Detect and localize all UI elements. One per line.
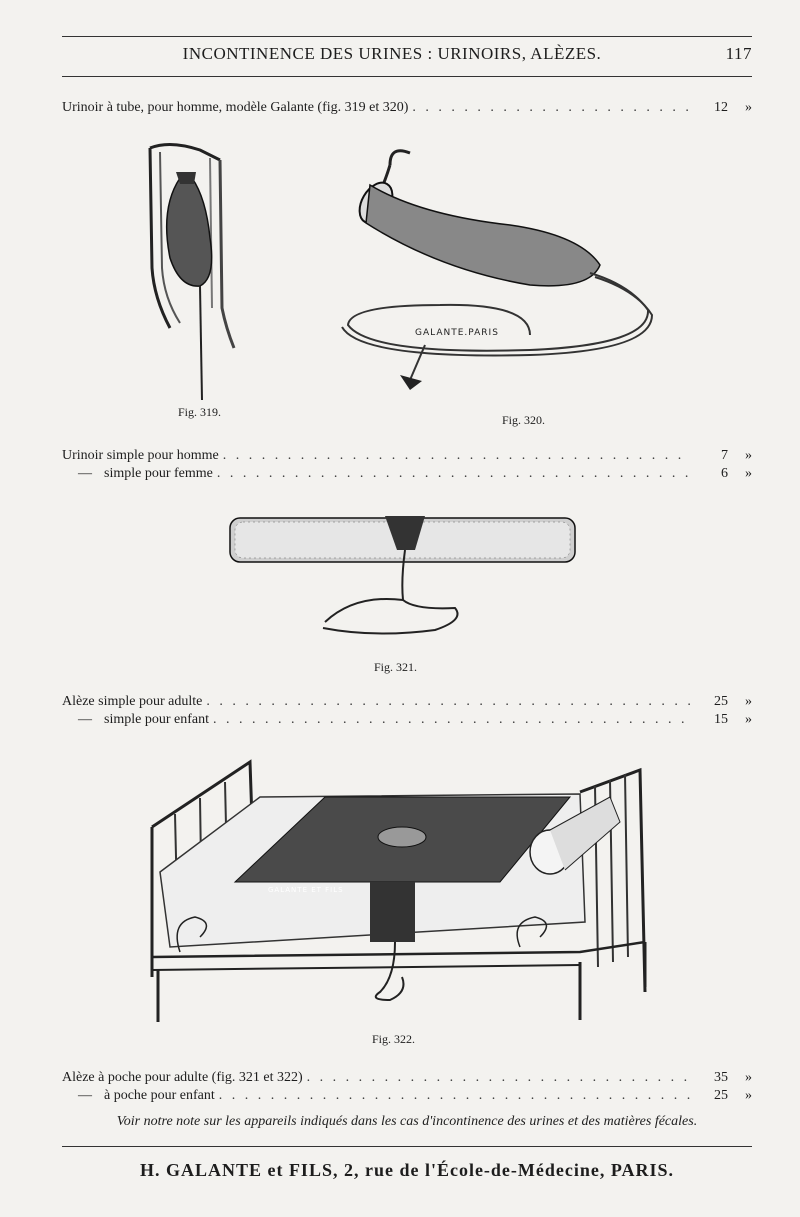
leader-dots [412,100,690,116]
item-dash: — [78,712,92,727]
price-line-poche-enfant [62,1088,752,1108]
leader-dots [217,466,690,482]
item-label: Alèze à poche pour adulte (fig. 321 et 322) [62,1070,303,1085]
item-price: 6 [721,466,728,481]
item-dash: — [78,466,92,481]
item-price: 25 [714,694,728,709]
price-line-poche-adulte [62,1070,752,1090]
item-unit: » [745,712,752,727]
publisher-footer: H. GALANTE et FILS, 2, rue de l'École-de-Médecine, PARIS. [139,1160,675,1180]
item-unit: » [745,694,752,709]
fig-321-caption: Fig. 321. [374,660,418,674]
fig-320-illustration [330,145,660,405]
leader-dots [219,1088,690,1104]
item-price: 12 [714,100,728,115]
item-label: simple pour enfant [104,712,209,727]
item-unit: » [745,448,752,463]
leader-dots [307,1070,690,1086]
fig-322-illustration [140,752,660,1027]
leader-dots [213,712,690,728]
page-header [62,44,752,70]
fig-322-caption: Fig. 322. [372,1032,416,1046]
item-price: 25 [714,1088,728,1103]
item-price: 35 [714,1070,728,1085]
price-line-alese-adulte [62,694,752,714]
leader-dots [223,448,690,464]
fig-319-illustration [130,138,240,408]
fig-319-caption: Fig. 319. [178,405,222,419]
item-unit: » [745,100,752,115]
price-line-simple-homme [62,448,752,468]
item-dash: — [78,1088,92,1103]
fig-320-stamp: GALANTE.PARIS [415,328,499,338]
top-rule [62,36,752,37]
footer-rule [62,1146,752,1147]
price-line-simple-femme [62,466,752,486]
item-unit: » [745,466,752,481]
fig-321-illustration [225,510,585,650]
item-unit: » [745,1088,752,1103]
header-rule [62,76,752,77]
price-line-tube-homme [62,100,752,120]
item-label: Urinoir à tube, pour homme, modèle Galante (fig. 319 et 320) [62,100,409,115]
fig-322-stamp: GALANTE ET FILS [268,886,344,894]
leader-dots [206,694,690,710]
page-title: INCONTINENCE DES URINES : URINOIRS, ALÈZES. [182,44,602,63]
item-price: 15 [714,712,728,727]
item-price: 7 [721,448,728,463]
item-label: simple pour femme [104,466,213,481]
item-unit: » [745,1070,752,1085]
item-label: à poche pour enfant [104,1088,215,1103]
item-label: Alèze simple pour adulte [62,694,203,709]
footnote-text: Voir notre note sur les appareils indiqués dans les cas d'incontinence des urines et des matières fécales. [116,1114,698,1129]
fig-320-caption: Fig. 320. [502,413,546,427]
price-line-alese-enfant [62,712,752,732]
page-number: 117 [725,44,752,63]
item-label: Urinoir simple pour homme [62,448,219,463]
